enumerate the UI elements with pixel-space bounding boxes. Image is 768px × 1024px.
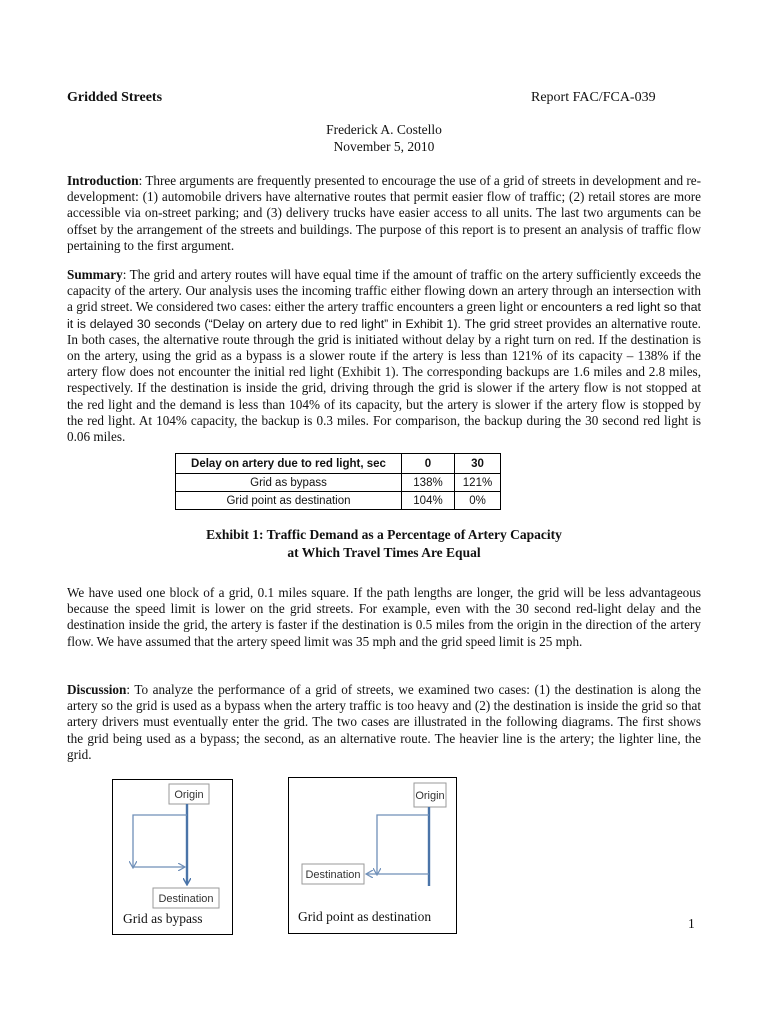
figure-grid-point-as-destination: [288, 777, 457, 934]
summary-text-2: street provides an alternative route. In both cases, the alternative route through the grid is initiated without delay by a right turn on red. If the destination is on the artery, using the grid as a bypass is a slower route if the artery is less than 121% of its capacity – 138% if the artery flow does not encounter the initial red light (Exhibit 1). The corresponding backups are 1.6 miles and 2.8 miles, respectively. If the destination is inside the grid, driving through the grid is slower if the artery flow is not stopped at the red light and the demand is less than 104% of its capacity, but the artery is slower if the artery flow is stopped by the red light. At 104% capacity, the backup is 0.3 miles. For comparison, the backup during the 30 second red light is 0.06 miles.: [67, 315, 701, 445]
table-header-cell: Delay on artery due to red light, sec: [176, 454, 402, 474]
table-header-cell: 30: [455, 454, 501, 474]
report-id: Report FAC/FCA-039: [531, 90, 656, 105]
summary-label: Summary: [67, 267, 123, 282]
table-header-row: [176, 454, 501, 474]
figure-caption: Grid as bypass: [123, 911, 203, 926]
date: November 5, 2010: [333, 139, 435, 154]
grid-route-line: [377, 815, 429, 874]
figure-caption: Grid point as destination: [298, 909, 432, 924]
table-cell: 138%: [402, 474, 455, 492]
discussion-text: : To analyze the performance of a grid of streets, we examined two cases: (1) the destination is along the artery so the grid is used as a bypass when the artery traffic is too heavy and (2) the destination is inside the grid so that artery drivers must eventually enter the grid. The two cases are illustrated in the following diagrams. The first shows the grid being used as a bypass; the second, as an alternative route. The heavier line is the artery; the lighter line, the grid.: [67, 682, 701, 762]
introduction-label: Introduction: [67, 173, 139, 188]
exhibit-table: [175, 453, 501, 510]
page-number: 1: [688, 916, 695, 931]
table-header-cell: 0: [402, 454, 455, 474]
exhibit-caption-line2: at Which Travel Times Are Equal: [287, 545, 481, 560]
table-cell: Grid point as destination: [176, 492, 402, 510]
summary-text-sans: encounters a red light so that it is delayed 30 seconds (“Delay on artery due to red light” in Exhibit 1). The grid: [67, 300, 701, 331]
origin-label: Origin: [174, 789, 204, 801]
table-cell: Grid as bypass: [176, 474, 402, 492]
exhibit-caption-line1: Exhibit 1: Traffic Demand as a Percentage of Artery Capacity: [206, 527, 562, 542]
discussion-paragraph: [67, 682, 701, 763]
destination-label: Destination: [158, 893, 214, 905]
introduction-paragraph: [67, 173, 701, 254]
figure-grid-as-bypass: [112, 779, 233, 935]
table-cell: 0%: [455, 492, 501, 510]
grid-route-line: [133, 815, 187, 867]
document-title: Gridded Streets: [67, 90, 163, 105]
destination-label: Destination: [305, 869, 361, 881]
origin-label: Origin: [415, 790, 445, 802]
author: Frederick A. Costello: [326, 122, 442, 137]
block-paragraph: We have used one block of a grid, 0.1 miles square. If the path lengths are longer, the grid will be less advantageous because the speed limit is lower on the grid streets. For example, even with the 30 second red-light delay and the destination inside the grid, the artery is faster if the destination is 0.5 miles from the origin in the direction of the artery flow. We have assumed that the artery speed limit was 35 mph and the grid speed limit is 25 mph.: [67, 585, 701, 649]
table-cell: 121%: [455, 474, 501, 492]
discussion-label: Discussion: [67, 682, 127, 697]
table-row: [176, 492, 501, 510]
summary-text-1: : The grid and artery routes will have equal time if the amount of traffic on the artery sufficiently exceeds the capacity of the artery. Our analysis uses the incoming traffic either flowing down an artery through an intersection with a grid street. We considered two cases: either the artery traffic encounters a green light or: [67, 267, 701, 315]
table-cell: 104%: [402, 492, 455, 510]
table-row: [176, 474, 501, 492]
summary-paragraph: [67, 267, 701, 445]
introduction-text: : Three arguments are frequently presented to encourage the use of a grid of streets in development and re-development: (1) automobile drivers have alternative routes that permit easier flow of traffic; (2) retail stores are more accessible via on-street parking; and (3) delivery trucks have easier access to all units. The last two arguments can be offset by the arrangement of the streets and buildings. The purpose of this report is to present an analysis of traffic flow pertaining to the first argument.: [67, 173, 701, 253]
